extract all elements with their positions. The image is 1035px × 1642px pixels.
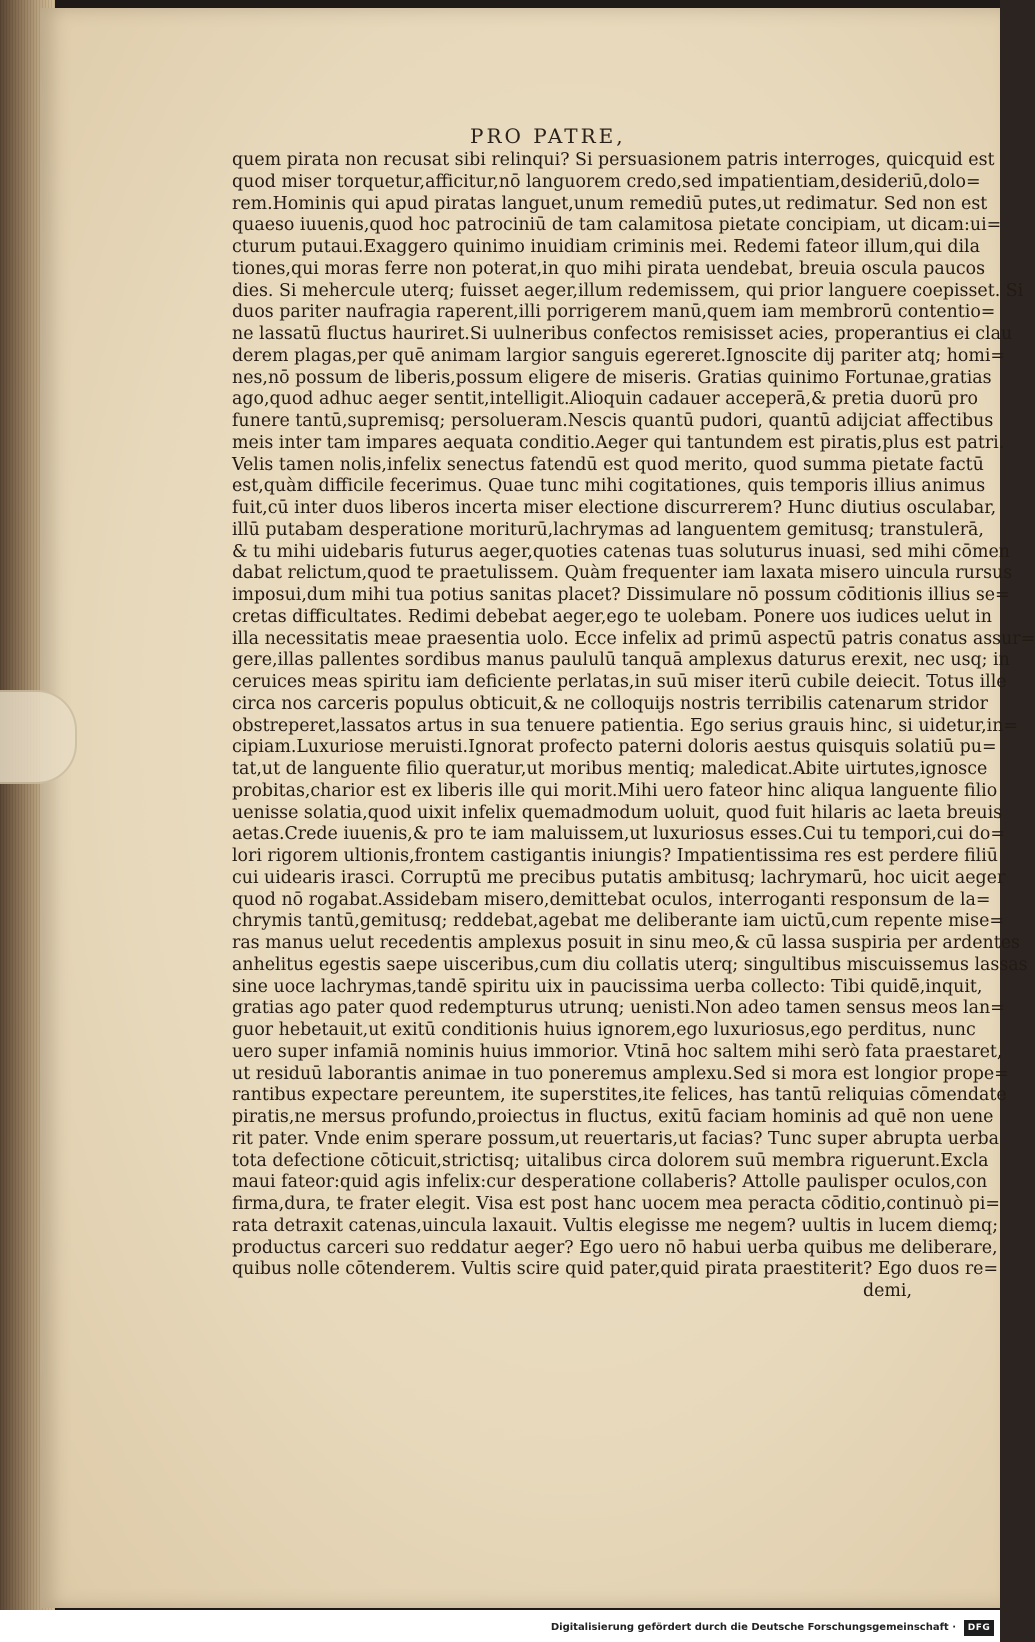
text-line: ras manus uelut recedentis amplexus posuit in sinu meo,& cū lassa suspiria per ardentes [232,933,1020,953]
text-line: dies. Si mehercule uterq; fuisset aeger,illum redemissem, qui prior languere coepisset. Si [232,280,1024,301]
text-line: fuit,cū inter duos liberos incerta miser electione discurrerem? Hunc diutius osculabar, [232,498,997,518]
text-line: rata detraxit catenas,uincula laxauit. Vultis elegisse me negem? uultis in lucem diemq; [232,1215,999,1236]
text-line: demi, [862,1281,912,1301]
text-line: lori rigorem ultionis,frontem castigantis iniungis? Impatientissima res est perdere filiū [232,846,998,866]
text-line: & tu mihi uidebaris futurus aeger,quoties catenas tuas soluturus inuasi, sed mihi cōmen [232,541,1011,562]
text-line: dabat relictum,quod te praetulissem. Quàm frequenter iam laxata misero uincula rursus [232,563,1013,584]
text-line: derem plagas,per quē animam largior sanguis egereret.Ignoscite dij pariter atq; homi= [232,345,1006,366]
text-line: meis inter tam impares aequata conditio.Aeger qui tantundem est piratis,plus est patri. [232,432,1005,453]
funding-credit: Digitalisierung gefördert durch die Deutsche Forschungsgemeinschaft · [550,1622,956,1633]
text-line: maui fateor:quid agis infelix:cur desperatione collaberis? Attolle paulisper oculos,con [232,1172,988,1193]
text-line: duos pariter naufragia raperent,illi porrigerem manū,quem iam membrorū contentio= [232,302,996,323]
text-line: ago,quod adhuc aeger sentit,intelligit.Alioquin cadauer acceperā,& pretia duorū pro [232,389,978,410]
text-line: aetas.Crede iuuenis,& pro te iam maluissem,ut luxuriosus esses.Cui tu tempori,cui do= [232,824,1005,845]
main-text-block [232,150,1035,1303]
text-line: circa nos carceris populus obticuit,& ne colloquijs nostris terribilis catenarum stridor [232,693,988,714]
text-line: est,quàm difficile fecerimus. Quae tunc mihi cogitationes, quis temporis illius animus [232,476,986,497]
text-line: probitas,charior est ex liberis ille qui morit.Mihi uero fateor hinc aliqua languente filio [232,780,998,801]
text-line: cipiam.Luxuriose meruisti.Ignorat profecto paterni doloris aestus quisquis solatiū pu= [232,737,997,758]
text-line: anhelitus egestis saepe uisceribus,cum diu collatis uterq; singultibus miscuissemus lassas [232,954,1028,975]
dfg-logo: DFG [964,1620,994,1636]
text-line: quibus nolle cōtenderem. Vultis scire quid pater,quid pirata praestiterit? Ego duos re= [232,1259,999,1280]
text-line: rit pater. Vnde enim sperare possum,ut reuertaris,ut facias? Tunc super abrupta uerba [232,1128,1000,1149]
text-line: gere,illas pallentes sordibus manus paululū tanquā amplexus daturus erexit, nec usq; in [232,650,1010,671]
text-line: obstreperet,lassatos artus in sua tenuere patientia. Ego serius grauis hinc, si uidetur,in= [232,715,1018,736]
text-line: Velis tamen nolis,infelix senectus fatendū est quod merito, quod summa pietate factū [232,454,984,475]
text-line: rantibus expectare pereuntem, ite superstites,ite felices, has tantū reliquias cōmendate [232,1085,1007,1106]
text-line: cui uidearis irasci. Corruptū me precibus putatis ambitusq; lachrymarū, hoc uicit aeger [232,867,1006,888]
page-clip [0,690,77,784]
text-line: ut residuū laborantis animae in tuo poneremus amplexu.Sed si mora est longior prope= [232,1063,1009,1084]
text-line: productus carceri suo reddatur aeger? Ego uero nō habui uerba quibus me deliberare, [232,1237,998,1258]
text-line: ceruices meas spiritu iam deficiente perlatas,in suū miser iterū cubile deiecit. Totus ille [232,672,1007,692]
text-line: firma,dura, te frater elegit. Visa est post hanc uocem mea peracta cōditio,continuò pi= [232,1194,1000,1214]
text-line: rem.Hominis qui apud piratas languet,unum remediū putes,ut redimatur. Sed non est [232,193,988,214]
text-line: uero super infamiā nominis huius immorior. Vtinā hoc saltem mihi serò fata praestaret, [232,1041,1003,1062]
text-line: ne lassatū fluctus hauriret.Si uulneribus confectos remisisset acies, properantius ei clau [232,324,1013,344]
text-line: quaeso iuuenis,quod hoc patrociniū de tam calamitosa pietate concipiam, ut dicam:ui= [232,215,1002,236]
text-line: quod miser torquetur,afficitur,nō languorem credo,sed impatientiam,desideriū,dolo= [232,171,981,192]
text-line: uenisse solatia,quod uixit infelix quemadmodum uoluit, quod fuit hilaris ac laeta breuis [232,802,1003,823]
text-line: piratis,ne mersus profundo,proiectus in fluctus, exitū faciam hominis ad quē non uene [232,1107,994,1127]
text-line: cretas difficultates. Redimi debebat aeger,ego te uolebam. Ponere uos iudices uelut in [232,606,992,627]
text-line: illū putabam desperatione moriturū,lachrymas ad languentem gemitusq; transtulerā, [232,519,984,540]
text-line: gratias ago pater quod redempturus utrunq; uenisti.Non adeo tamen sensus meos lan= [232,998,1005,1019]
text-line: quod nō rogabat.Assidebam misero,demittebat oculos, interroganti responsum de la= [232,889,991,910]
text-line: cturum putaui.Exaggero quinimo inuidiam criminis mei. Redemi fateor illum,qui dila [232,237,980,257]
footer-bar [0,1610,1000,1642]
text-line: tiones,qui moras ferre non poterat,in quo mihi pirata uendebat, breuia oscula paucos [232,258,986,279]
text-line: imposui,dum mihi tua potius sanitas placet? Dissimulare nō possum cōditionis illius se= [232,585,1010,605]
text-line: sine uoce lachrymas,tandē spiritu uix in paucissima uerba collecto: Tibi quidē,inquit, [232,976,983,997]
text-line: chrymis tantū,gemitusq; reddebat,agebat me deliberante iam uictū,cum repente mise= [232,911,1004,932]
text-line: illa necessitatis meae praesentia uolo. Ecce infelix ad primū aspectū patris conatus assur= [232,628,1035,649]
running-head: PRO PATRE, [470,124,626,148]
text-line: tota defectione cōticuit,strictisq; uitalibus circa dolorem suū membra riguerunt.Excla [232,1150,989,1171]
text-line: tat,ut de languente filio queratur,ut moribus mentiq; maledicat.Abite uirtutes,ignosce [232,759,988,779]
text-line: funere tantū,supremisq; persolueram.Nescis quantū pudori, quantū adijciat affectibus [232,411,994,431]
text-line: nes,nō possum de liberis,possum eligere de miseris. Gratias quinimo Fortunae,gratias [232,367,992,388]
text-line: guor hebetauit,ut exitū conditionis huius ignorem,ego luxuriosus,ego perditus, nunc [232,1020,976,1040]
text-line: quem pirata non recusat sibi relinqui? Si persuasionem patris interroges, quicquid est [232,150,995,170]
